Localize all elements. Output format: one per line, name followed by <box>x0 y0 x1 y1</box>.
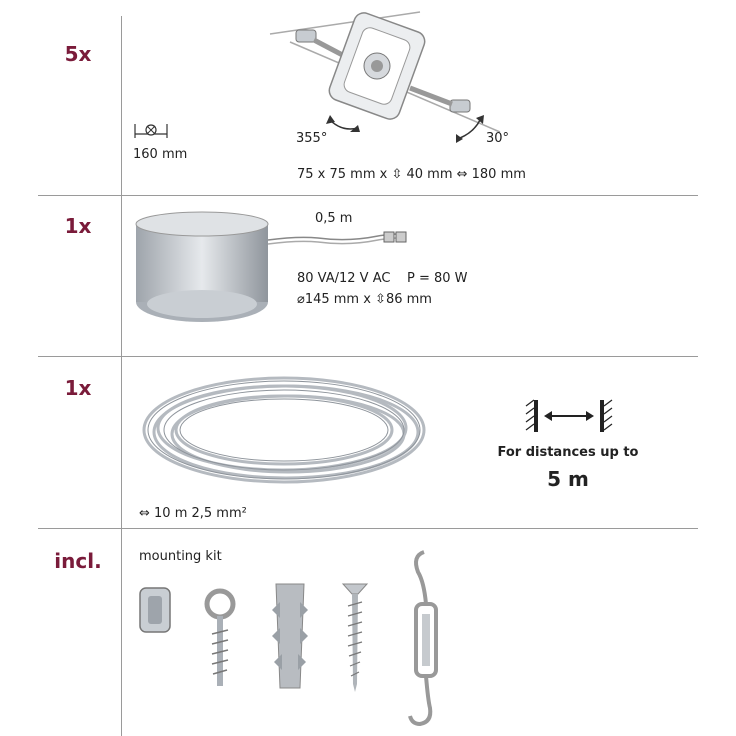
luminaire-dimensions: 75 x 75 mm x ⇳ 40 mm ⇔ 180 mm <box>297 167 526 182</box>
mounting-kit-label: mounting kit <box>139 549 222 564</box>
quantity-label: 1x <box>64 214 92 238</box>
angle-left-label: 355° <box>296 131 328 146</box>
cable-length-label: 0,5 m <box>315 211 353 226</box>
distance-value: 5 m <box>547 467 589 491</box>
screw-icon <box>340 580 370 696</box>
quantity-label: 1x <box>64 376 92 400</box>
clamp-icon <box>134 582 178 638</box>
column-divider <box>121 16 122 736</box>
distance-label: For distances up to <box>497 445 639 460</box>
eye-screw-icon <box>200 586 240 696</box>
transformer-image <box>134 210 424 328</box>
spacing-label: 160 mm <box>133 147 188 162</box>
angle-right-label: 30° <box>486 131 510 146</box>
transformer-dimensions: ⌀145 mm x ⇳86 mm <box>297 292 432 307</box>
quantity-label: 5x <box>64 42 92 66</box>
wall-distance-icon <box>526 398 616 438</box>
wall-plug-icon <box>266 580 314 696</box>
row-divider-1 <box>38 195 698 196</box>
row-divider-3 <box>38 528 698 529</box>
cable-coil-image <box>134 370 434 500</box>
quantity-label: incl. <box>54 549 102 573</box>
cable-spec-label: ⇔ 10 m 2,5 mm² <box>139 506 247 521</box>
row-divider-2 <box>38 356 698 357</box>
spacing-icon <box>133 122 173 144</box>
turnbuckle-icon <box>402 548 450 732</box>
power-label: 80 VA/12 V AC P = 80 W <box>297 271 468 286</box>
